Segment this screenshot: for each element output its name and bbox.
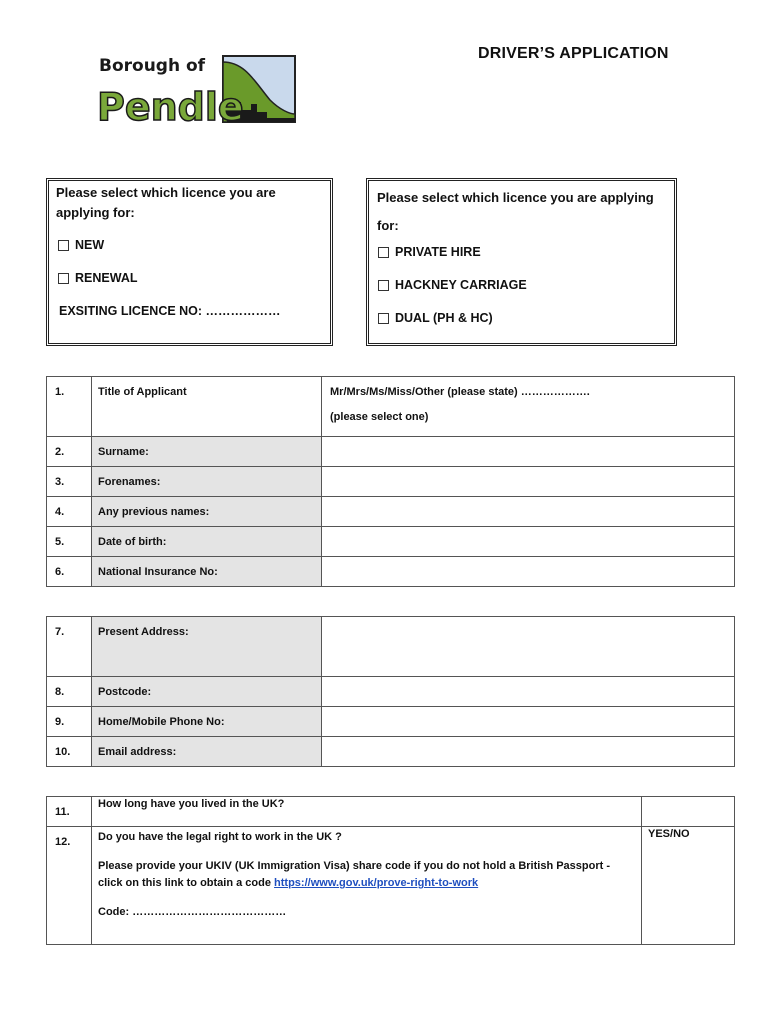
private-hire-checkbox[interactable] (378, 247, 389, 258)
option-private-hire-label: PRIVATE HIRE (395, 245, 481, 259)
row-label: Surname: (92, 437, 322, 467)
licence-type-heading: Please select which licence you are applying for: (56, 185, 276, 220)
option-hackney-carriage[interactable] (378, 278, 527, 292)
uk-residency-table (46, 796, 735, 945)
row-number: 9. (47, 707, 92, 737)
phone-field[interactable] (322, 707, 735, 737)
title-field[interactable]: Mr/Mrs/Ms/Miss/Other (please state) ………………. (please select one) (322, 377, 735, 437)
share-code-instructions: Please provide your UKIV (UK Immigration Visa) share code if you do not hold a British Passport - (98, 860, 611, 872)
years-in-uk-field[interactable] (642, 797, 735, 827)
existing-licence-number[interactable]: EXSITING LICENCE NO: ……………… (59, 304, 281, 318)
table-row (47, 707, 735, 737)
borough-of-pendle-logo (95, 52, 300, 126)
option-renewal-label: RENEWAL (75, 271, 138, 285)
table-row (47, 797, 735, 827)
row-label: Title of Applicant (92, 377, 322, 437)
prove-right-to-work-link[interactable]: https://www.gov.uk/prove-right-to-work (274, 877, 479, 889)
row-label: Any previous names: (92, 497, 322, 527)
table-row (47, 827, 735, 945)
table-row (47, 737, 735, 767)
surname-field[interactable] (322, 437, 735, 467)
licence-type-box (46, 178, 333, 346)
row-label: Postcode: (92, 677, 322, 707)
table-row (47, 557, 735, 587)
option-renewal[interactable] (58, 271, 138, 285)
hackney-carriage-checkbox[interactable] (378, 280, 389, 291)
right-to-work-text: Do you have the legal right to work in the UK ? (98, 831, 342, 843)
contact-details-table (46, 616, 735, 767)
new-checkbox[interactable] (58, 240, 69, 251)
logo-text-line2: Pendle (97, 85, 244, 126)
table-row (47, 497, 735, 527)
row-number: 7. (47, 617, 92, 677)
row-number: 8. (47, 677, 92, 707)
option-new-label: NEW (75, 238, 105, 252)
present-address-field[interactable] (322, 617, 735, 677)
row-label: Date of birth: (92, 527, 322, 557)
row-number: 3. (47, 467, 92, 497)
previous-names-field[interactable] (322, 497, 735, 527)
licence-category-box (366, 178, 677, 346)
document-title: DRIVER’S APPLICATION (478, 45, 669, 62)
table-row (47, 377, 735, 437)
table-row (47, 617, 735, 677)
option-hackney-carriage-label: HACKNEY CARRIAGE (395, 278, 527, 292)
row-label: National Insurance No: (92, 557, 322, 587)
row-label: Home/Mobile Phone No: (92, 707, 322, 737)
row-number: 6. (47, 557, 92, 587)
table-row (47, 677, 735, 707)
option-dual[interactable] (378, 311, 493, 325)
row-number: 4. (47, 497, 92, 527)
applicant-details-table (46, 376, 735, 587)
postcode-field[interactable] (322, 677, 735, 707)
table-row (47, 437, 735, 467)
date-of-birth-field[interactable] (322, 527, 735, 557)
right-to-work-question (92, 827, 642, 945)
licence-category-heading: Please select which licence you are applying for: (377, 190, 654, 233)
yes-no-answer[interactable]: YES/NO (642, 827, 735, 945)
forenames-field[interactable] (322, 467, 735, 497)
logo-text-line1: Borough of (99, 56, 206, 76)
national-insurance-field[interactable] (322, 557, 735, 587)
row-label: Email address: (92, 737, 322, 767)
table-row (47, 527, 735, 557)
row-label: Forenames: (92, 467, 322, 497)
row-number: 5. (47, 527, 92, 557)
share-code-field[interactable]: Code: …………………………………… (98, 906, 287, 918)
row-number: 10. (47, 737, 92, 767)
share-code-instructions-line2: click on this link to obtain a code (98, 877, 271, 889)
option-new[interactable] (58, 238, 104, 252)
option-private-hire[interactable] (378, 245, 481, 259)
email-field[interactable] (322, 737, 735, 767)
row-number: 12. (47, 827, 92, 945)
row-label: Present Address: (92, 617, 322, 677)
row-number: 1. (47, 377, 92, 437)
row-label: How long have you lived in the UK? (92, 797, 642, 827)
row-number: 2. (47, 437, 92, 467)
row-number: 11. (47, 797, 92, 827)
table-row (47, 467, 735, 497)
option-dual-label: DUAL (PH & HC) (395, 311, 493, 325)
renewal-checkbox[interactable] (58, 273, 69, 284)
dual-checkbox[interactable] (378, 313, 389, 324)
